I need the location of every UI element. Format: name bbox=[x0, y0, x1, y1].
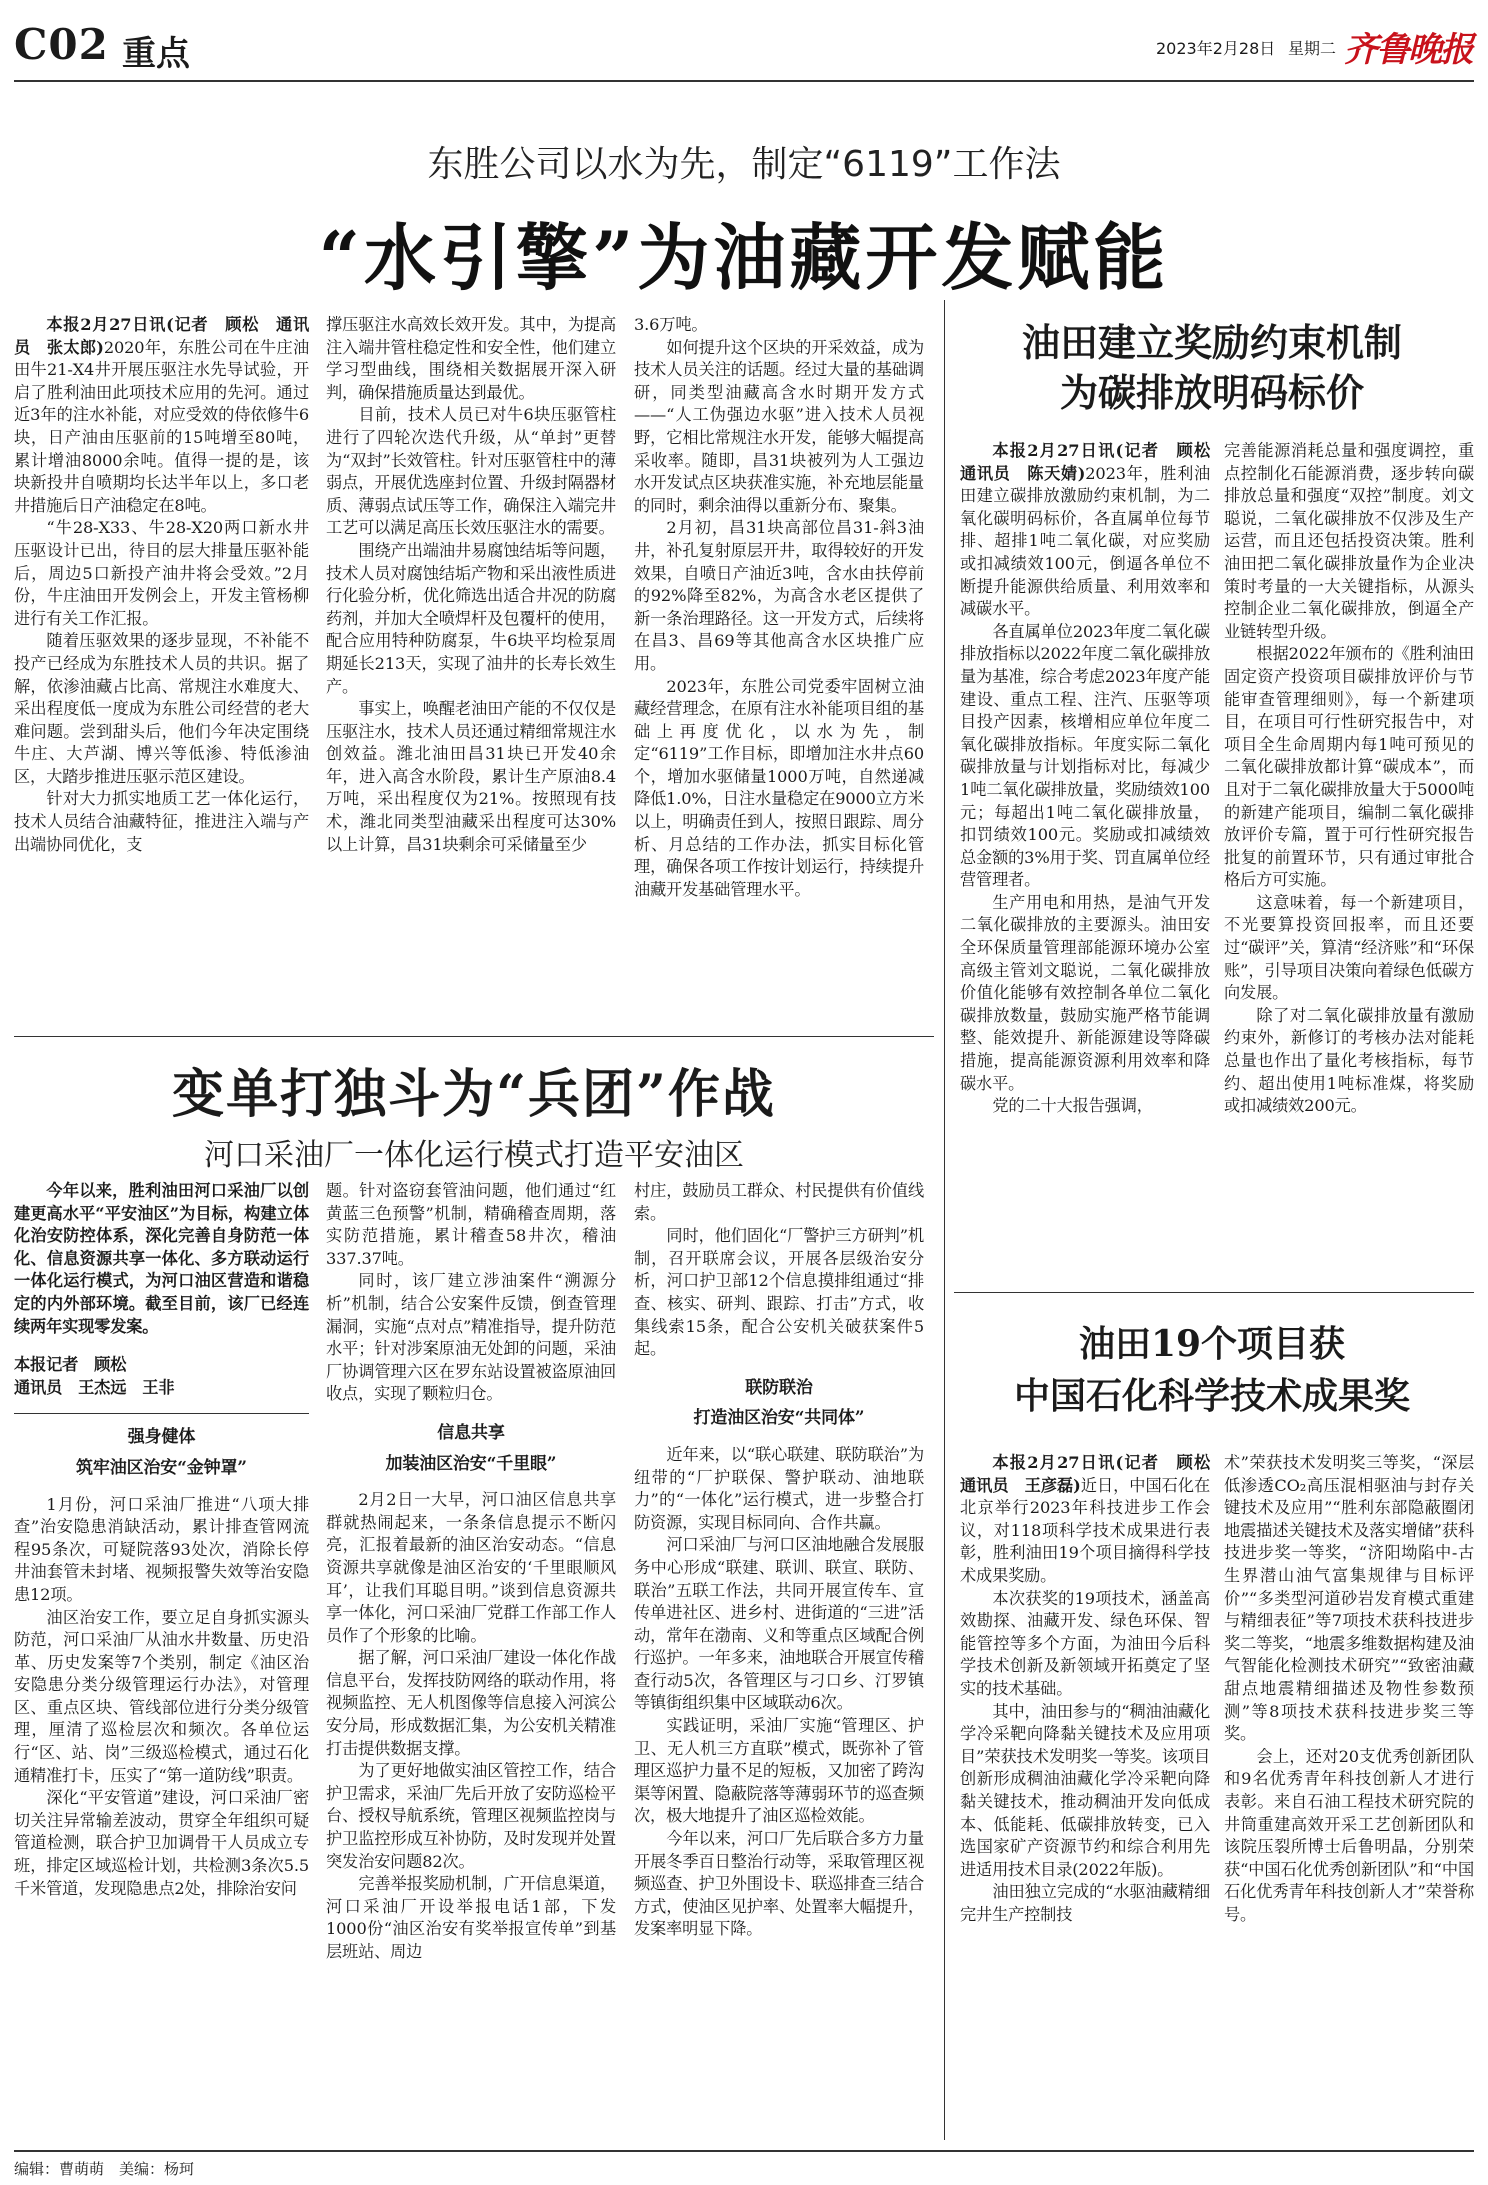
article3-lead: 今年以来，胜利油田河口采油厂以创建更高水平“平安油区”为目标，构建立体化治安防控体系，深化完善自身防范一体化、信息资源共享一体化、多方联动运行一体化运行模式，为河口油区营造和谐稳定的内外部环境。截至目前，该厂已经连续两年实现零发案。 bbox=[14, 1181, 309, 1336]
article1-column-1 bbox=[14, 314, 309, 1026]
article1-column-3 bbox=[634, 314, 924, 1026]
paragraph: 事实上，唤醒老油田产能的不仅仅是压驱注水，技术人员还通过精细常规注水创效益。潍北油田昌31块已开发40余年，进入高含水阶段，累计生产原油8.4万吨，采出程度仅为21%。按照现有技术，潍北同类型油藏采出程度可达30%以上计算，昌31块剩余可采储量至少 bbox=[326, 699, 616, 854]
paragraph: 目前，技术人员已对牛6块压驱管柱进行了四轮次迭代升级，从“单封”更替为“双封”长效管柱。针对压驱管柱中的薄弱点，开展优选座封位置、升级封隔器材质、薄弱点试压等工作，确保注入端完井工艺可以满足高压长效压驱注水的需要。 bbox=[326, 405, 616, 538]
article1-lead-byline: 本报2月27日讯(记者 顾松 通讯员 张太郎) bbox=[14, 315, 309, 357]
paragraph: 2020年，东胜公司在牛庄油田牛21-X4井开展压驱注水先导试验，开启了胜利油田此项技术应用的先河。通过近3年的注水补能，对应受效的侍依修牛6块，日产油由压驱前的15吨增至80吨，累计增油8000余吨。值得一提的是，该块新投井自喷期均长达半年以上，多口老井措施后日产油稳定在8吨。 bbox=[14, 337, 309, 515]
section-subtitle: 打造油区治安“共同体” bbox=[693, 1408, 865, 1429]
article2-column-1 bbox=[960, 440, 1227, 1260]
article1-headline: “水引擎”为油藏开发赋能 bbox=[318, 215, 1170, 300]
paragraph: 围绕产出端油井易腐蚀结垢等问题，技术人员对腐蚀结垢产物和采出液性质进行化验分析，优化筛选出适合井况的防腐药剂，并加大全喷焊杆及包覆杆的使用，配合应用特种防腐泵，牛6块平均检泵周期延长213天，实现了油井的长寿长效生产。 bbox=[326, 540, 616, 696]
article2-column-2 bbox=[1224, 440, 1474, 1260]
paragraph: 随着压驱效果的逐步显现，不补能不投产已经成为东胜技术人员的共识。据了解，依渗油藏占比高、常规注水难度大、采出程度低一度成为东胜公司经营的老大难问题。尝到甜头后，他们今年决定围绕牛庄、大芦湖、博兴等低渗、特低渗油区，大踏步推进压驱示范区建设。 bbox=[14, 631, 309, 786]
article4-column-1 bbox=[960, 1452, 1227, 2128]
horizontal-divider bbox=[14, 1036, 934, 1037]
article3-byline-correspondents: 通讯员 王杰远 王非 bbox=[14, 1377, 175, 1397]
paragraph: 各直属单位2023年度二氧化碳排放指标以2022年度二氧化碳排放量为基准，综合考虑2023年度产能建设、重点工程、注汽、压驱等项目投产因素，核增相应单位年度二氧化碳排放指标。年度实际二氧化碳排放量与计划指标对比，每减少1吨二氧化碳排放量，奖励绩效100元；每超出1吨二氧化碳排放量，扣罚绩效100元。奖励或扣减绩效总金额的3%用于奖、罚直属单位经营管理者。 bbox=[960, 621, 1210, 890]
section-title: 信息共享 bbox=[437, 1422, 505, 1443]
article3-byline-reporter: 本报记者 顾松 bbox=[14, 1355, 127, 1375]
article2-lead-byline: 本报2月27日讯(记者 顾松 通讯员 陈天婧) bbox=[960, 441, 1227, 483]
paragraph: 油区治安工作，要立足自身抓实源头防范，河口采油厂从油水井数量、历史沿革、历史发案等7个类别，制定《油区治安隐患分类分级管理运行办法》，对管理区、重点区块、管线部位进行分类分级管理，厘清了巡检层次和频次。各单位运行“区、站、岗”三级巡检模式，通过石化通精准打卡，压实了“第一道防线”职责。 bbox=[14, 1607, 309, 1785]
article4-headline: 油田19个项目获 中国石化科学技术成果奖 bbox=[1013, 1323, 1410, 1417]
section-title: 强身健体 bbox=[127, 1427, 196, 1448]
paragraph: 本次获奖的19项技术，涵盖高效勘探、油藏开发、绿色环保、智能管控等多个方面，为油田今后科学技术创新及新领域开拓奠定了坚实的技术基础。 bbox=[960, 1588, 1210, 1698]
paragraph: 完善能源消耗总量和强度调控，重点控制化石能源消费，逐步转向碳排放总量和强度“双控”制度。刘文聪说，二氧化碳排放不仅涉及生产运营，而且还包括投资决策。胜利油田把二氧化碳排放量作为企业决策时考量的一大关键指标，从源头控制企业二氧化碳排放，倒逼全产业链转型升级。 bbox=[1224, 441, 1474, 641]
article4-lead-byline: 本报2月27日讯(记者 顾松 通讯员 王彦磊) bbox=[960, 1453, 1227, 1495]
paragraph: 除了对二氧化碳排放量有激励约束外，新修订的考核办法对能耗总量也作出了量化考核指标，每节约、超出使用1吨标准煤，将奖励或扣减绩效200元。 bbox=[1224, 1005, 1474, 1116]
paragraph: 近日，中国石化在北京举行2023年科技进步工作会议，对118项科学技术成果进行表彰，胜利油田19个项目摘得科学技术成果奖励。 bbox=[960, 1475, 1210, 1585]
paragraph: 今年以来，河口厂先后联合多方力量开展冬季百日整治行动等，采取管理区视频巡查、护卫外围设卡、联巡排查三结合方式，使油区见护率、处置率大幅提升，发案率明显下降。 bbox=[634, 1829, 924, 1939]
paragraph: 同时，该厂建立涉油案件“溯源分析”机制，结合公安案件反馈，倒查管理漏洞，实施“点对点”精准指导，提升防范水平；针对涉案原油无处卸的问题，采油厂协调管理六区在罗东站设置被盗原油回收点，实现了颗粒归仓。 bbox=[326, 1271, 616, 1404]
paragraph: 深化“平安管道”建设，河口采油厂密切关注异常输差波动，贯穿全年组织可疑管道检测，联合护卫加调骨干人员成立专班，排定区域巡检计划，共检测3条次5.5千米管道，发现隐患点2处，排除治安问 bbox=[14, 1788, 309, 1898]
article2-headline: 油田建立奖励约束机制 为碳排放明码标价 bbox=[1021, 320, 1402, 415]
paragraph: 村庄，鼓励员工群众、村民提供有价值线索。 bbox=[634, 1181, 924, 1223]
article1-kicker: 东胜公司以水为先，制定“6119”工作法 bbox=[427, 144, 1061, 185]
paragraph: 术”荣获技术发明奖三等奖，“深层低渗透CO₂高压混相驱油与封存关键技术及应用”“胜利东部隐蔽圈闭地震描述关键技术及落实增储”获科技进步奖一等奖，“济阳坳陷中-古生界潜山油气富集规律与目标评价”“多类型河道砂岩发育模式重建与精细表征”等7项技术获科技进步奖二等奖，“地震多维数据构建及油气智能化检测技术研究”“致密油藏甜点地震精细描述及物性参数预测”等8项技术获科技进步奖三等奖。 bbox=[1224, 1453, 1474, 1744]
article1-column-2 bbox=[326, 314, 616, 1026]
paragraph: 2月初，昌31块高部位昌31-斜3油井，补孔复射原层开井，取得较好的开发效果，自喷日产油近3吨，含水由扶停前的92%降至82%，为高含水老区提供了新一条治理路径。这一开发方式，后续将在昌3、昌69等其他高含水区块推广应用。 bbox=[634, 518, 924, 673]
paragraph: 近年来，以“联心联建、联防联治”为纽带的“厂护联保、警护联动、油地联力”的“一体化”运行模式，进一步整合打防资源，实现目标同向、合作共赢。 bbox=[634, 1444, 924, 1532]
paragraph: 河口采油厂与河口区油地融合发展服务中心形成“联建、联训、联宣、联防、联治”五联工作法，共同开展宣传车、宣传单进社区、进乡村、进街道的“三进”活动，常年在渤南、义和等重点区域配合例行巡护。一年多来，油地联合开展宣传稽查行动5次，各管理区与刁口乡、汀罗镇等镇街组织集中区域联动6次。 bbox=[634, 1535, 924, 1713]
section-subtitle: 筑牢油区治安“金钟罩” bbox=[76, 1457, 247, 1478]
paragraph: 如何提升这个区块的开采效益，成为技术人员关注的话题。经过大量的基础调研，同类型油藏高含水时期开发方式——“人工伪强边水驱”进入技术人员视野，它相比常规注水开发，能够大幅提高采收率。随即，昌31块被列为人工强边水开发试点区块获准实施，补充地层能量的同时，剩余油得以重新分布、聚集。 bbox=[634, 337, 924, 515]
paragraph: 2023年，东胜公司党委牢固树立油藏经营理念，在原有注水补能项目组的基础上再度优化，以水为先，制定“6119”工作目标，即增加注水井点60个，增加水驱储量1000万吨，自然递减降低1.0%，日注水量稳定在9000立方米以上，明确责任到人，按照日跟踪、周分析、月总结的工作办法，抓实目标化管理，确保各项工作按计划运行，持续提升油藏开发基础管理水平。 bbox=[634, 676, 924, 899]
section-title: 联防联治 bbox=[745, 1377, 813, 1398]
paragraph: 2023年，胜利油田建立碳排放激励约束机制，为二氧化碳明码标价，各直属单位每节排、超排1吨二氧化碳，对应奖励或扣减绩效100元，倒逼各单位不断提升能源供给质量、利用效率和减碳水平。 bbox=[960, 463, 1210, 619]
weekday: 星期二 bbox=[1288, 39, 1337, 58]
paragraph: 实践证明，采油厂实施“管理区、护卫、无人机三方直联”模式，既弥补了管理区巡护力量不足的短板，又加密了跨沟渠等闲置、隐蔽院落等薄弱环节的巡查频次，极大地提升了油区巡检效能。 bbox=[634, 1716, 924, 1826]
masthead bbox=[0, 0, 1488, 74]
paragraph: 会上，还对20支优秀创新团队和9名优秀青年科技创新人才进行表彰。来自石油工程技术研究院的井筒重建高效开采工艺创新团队和该院压裂所博士后鲁明晶，分别荣获“中国石化优秀创新团队”和“中国石化优秀青年科技创新人才”荣誉称号。 bbox=[1224, 1746, 1474, 1924]
section-rule bbox=[14, 1413, 309, 1414]
paragraph: 3.6万吨。 bbox=[634, 315, 708, 334]
section-subtitle: 加装油区治安“千里眼” bbox=[385, 1453, 557, 1474]
paragraph: 完善举报奖励机制，广开信息渠道，河口采油厂开设举报电话1部，下发1000份“油区治安有奖举报宣传单”到基层班站、周边 bbox=[326, 1874, 616, 1961]
paragraph: 为了更好地做实油区管控工作，结合护卫需求，采油厂先后开放了安防巡检平台、授权导航系统，管理区视频监控岗与护卫监控形成互补协防，及时发现并处置突发治安问题82次。 bbox=[326, 1761, 616, 1871]
paragraph: 这意味着，每一个新建项目，不光要算投资回报率，而且还要过“碳评”关，算清“经济账”和“环保账”，引导项目决策向着绿色低碳方向发展。 bbox=[1224, 892, 1474, 1003]
editor-credit: 编辑：曹萌萌 美编：杨珂 bbox=[14, 2160, 195, 2178]
article4-column-2 bbox=[1224, 1452, 1474, 2128]
section-name: 重点 bbox=[122, 34, 190, 74]
paragraph: 生产用电和用热，是油气开发二氧化碳排放的主要源头。油田安全环保质量管理部能源环境办公室高级主管刘文聪说，二氧化碳排放价值化能够有效控制各单位二氧化碳排放数量，鼓励实施严格节能调整、能效提升、新能源建设等降碳措施，提高能源资源利用效率和降碳水平。 bbox=[960, 892, 1210, 1093]
vertical-divider bbox=[944, 300, 945, 2140]
paragraph: 针对大力抓实地质工艺一体化运行，技术人员结合油藏特征，推进注入端与产出端协同优化，支 bbox=[14, 789, 309, 854]
paragraph: 根据2022年颁布的《胜利油田固定资产投资项目碳排放评价与节能审查管理细则》，每一个新建项目，在项目可行性研究报告中，对项目全生命周期内每1吨可预见的二氧化碳排放都计算“碳成本”，而且对于二氧化碳排放量大于5000吨的新建产能项目，编制二氧化碳排放评价专篇，置于可行性研究报告批复的前置环节，只有通过审批合格后方可实施。 bbox=[1224, 644, 1474, 890]
footer-rule bbox=[14, 2150, 1474, 2152]
page-number: C02 bbox=[14, 20, 109, 69]
paragraph: 其中，油田参与的“稠油油藏化学冷采靶向降黏关键技术及应用项目”荣获技术发明奖一等奖。该项目创新形成稠油油藏化学冷采靶向降黏关键技术，推动稠油开发向低成本、低能耗、低碳排放转变，已入选国家矿产资源节约和综合利用先进适用技术目录(2022年版)。 bbox=[960, 1701, 1210, 1879]
paragraph: 撑压驱注水高效长效开发。其中，为提高注入端井管柱稳定性和安全性，他们建立学习型曲线，围绕相关数据展开深入研判，确保措施质量达到最优。 bbox=[326, 315, 616, 402]
paper-logo: 齐鲁晚报 bbox=[1344, 30, 1472, 70]
article3-column-3 bbox=[634, 1180, 924, 2135]
paragraph: 据了解，河口采油厂建设一体化作战信息平台，发挥技防网络的联动作用，将视频监控、无人机图像等信息接入河滨公安分局，形成数据汇集，为公安机关精准打击提供数据支撑。 bbox=[326, 1648, 616, 1758]
issue-date: 2023年2月28日 bbox=[1156, 39, 1276, 58]
article3-column-1 bbox=[14, 1180, 309, 2135]
paragraph: 油田独立完成的“水驱油藏精细完井生产控制技 bbox=[960, 1882, 1210, 1924]
article3-subhead: 河口采油厂一体化运行模式打造平安油区 bbox=[204, 1138, 744, 1173]
paragraph: “牛28-X33、牛28-X20两口新水井压驱设计已出，待目的层大排量压驱补能后，周边5口新投产油井将会受效。”2月份，牛庄油田开发例会上，开发主管杨柳进行有关工作汇报。 bbox=[14, 518, 309, 628]
paragraph: 党的二十大报告强调， bbox=[992, 1096, 1153, 1116]
article3-headline: 变单打独斗为“兵团”作战 bbox=[172, 1064, 776, 1125]
horizontal-divider bbox=[954, 1292, 1474, 1293]
paragraph: 同时，他们固化“厂警护三方研判”机制，召开联席会议，开展各层级治安分析，河口护卫部12个信息摸排组通过“排查、核实、研判、跟踪、打击”方式，收集线索15条，配合公安机关破获案件5起。 bbox=[634, 1226, 924, 1359]
header-rule bbox=[14, 80, 1474, 82]
paragraph: 题。针对盗窃套管油问题，他们通过“红黄蓝三色预警”机制，精确稽查周期，落实防范措施，累计稽查58井次，稽油337.37吨。 bbox=[326, 1181, 616, 1268]
paragraph: 1月份，河口采油厂推进“八项大排查”治安隐患消缺活动，累计排查管网流程95条次，可疑院落93处次，消除长停井油套管未封堵、视频报警失效等治安隐患12项。 bbox=[14, 1494, 309, 1604]
paragraph: 2月2日一大早，河口油区信息共享群就热闹起来，一条条信息提示不断闪亮，汇报着最新的油区治安动态。“信息资源共享就像是油区治安的‘千里眼顺风耳’，让我们耳聪目明。”谈到信息资源共享一体化，河口采油厂党群工作部工作人员作了个形象的比喻。 bbox=[326, 1490, 616, 1645]
article3-column-2 bbox=[326, 1180, 616, 2135]
